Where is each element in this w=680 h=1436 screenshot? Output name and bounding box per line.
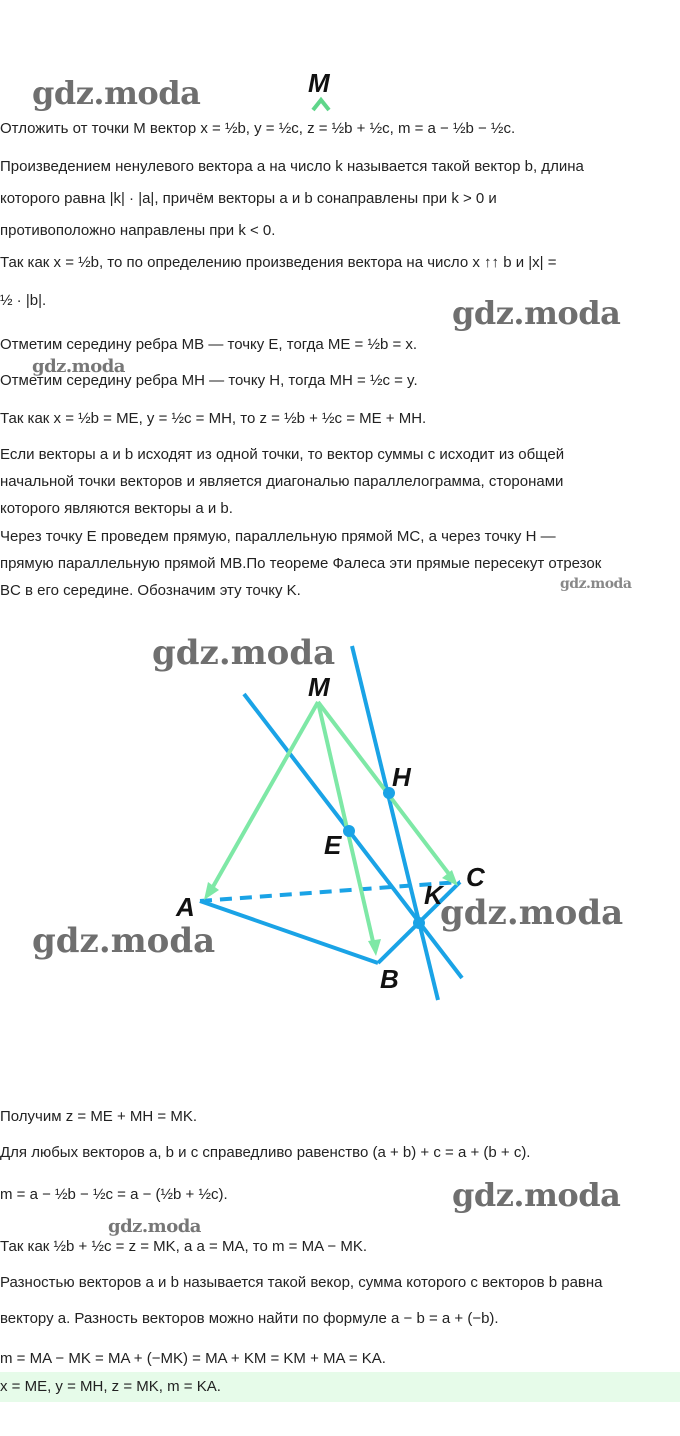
text-line-2: Произведением ненулевого вектора a на число k называется такой вектор b, длина bbox=[0, 158, 584, 175]
geometry-figure bbox=[0, 620, 680, 1040]
text-line-17: Для любых векторов a, b и c справедливо равенство (a + b) + c = a + (b + c). bbox=[0, 1144, 531, 1161]
label-m: M bbox=[308, 672, 330, 702]
arrow-up-icon bbox=[313, 100, 329, 110]
text-line-1: Отложить от точки M вектор x = ½b, y = ½c, z = ½b + ½c, m = a − ½b − ½c. bbox=[0, 120, 516, 137]
text-line-14: прямую параллельную прямой MB.По теореме Фалеса эти прямые пересекут отрезок bbox=[0, 555, 602, 572]
watermark: gdz.moda bbox=[108, 1216, 201, 1237]
text-line-15: BC в его середине. Обозначим эту точку K. bbox=[0, 582, 301, 599]
watermark: gdz.moda bbox=[152, 633, 336, 673]
point-e bbox=[343, 825, 355, 837]
text-line-21: вектору a. Разность векторов можно найти по формуле a − b = a + (−b). bbox=[0, 1310, 499, 1327]
text-line-3: которого равна |k| · |a|, причём векторы a и b сонаправлены при k > 0 и bbox=[0, 190, 497, 207]
segment-ab bbox=[200, 901, 378, 963]
text-line-5: Так как x = ½b, то по определению произведения вектора на число x ↑↑ b и |x| = bbox=[0, 254, 557, 271]
watermark: gdz.moda bbox=[560, 576, 632, 592]
text-line-7: Отметим середину ребра MB — точку E, тогда ME = ½b = x. bbox=[0, 336, 418, 353]
text-line-19: Так как ½b + ½c = z = MK, а a = MA, то m = MA − MK. bbox=[0, 1238, 368, 1255]
text-line-13: Через точку E проведем прямую, параллельную прямой MC, а через точку H — bbox=[0, 528, 556, 545]
label-h: H bbox=[392, 762, 411, 792]
arrow-head-icon bbox=[204, 882, 219, 900]
point-k bbox=[413, 917, 425, 929]
text-line-16: Получим z = ME + MH = MK. bbox=[0, 1108, 197, 1125]
line-through-e bbox=[244, 694, 462, 978]
text-line-6: ½ · |b|. bbox=[0, 292, 47, 309]
header-point-label: M bbox=[308, 68, 330, 98]
text-line-12: которого являются векторы a и b. bbox=[0, 500, 233, 517]
vector-ma bbox=[210, 702, 318, 892]
text-line-22: m = MA − MK = MA + (−MK) = MA + KM = KM + MA = KA. bbox=[0, 1350, 386, 1367]
watermark: gdz.moda bbox=[440, 893, 624, 933]
watermark: gdz.moda bbox=[32, 921, 216, 961]
watermark: gdz.moda bbox=[32, 356, 125, 377]
text-line-9: Так как x = ½b = ME, y = ½c = MH, то z = ½b + ½c = ME + MH. bbox=[0, 410, 427, 427]
text-line-10: Если векторы a и b исходят из одной точки, то вектор суммы c исходит из общей bbox=[0, 446, 565, 463]
arrow-head-icon bbox=[368, 939, 381, 956]
label-a: A bbox=[176, 892, 195, 922]
text-line-18: m = a − ½b − ½c = a − (½b + ½c). bbox=[0, 1186, 228, 1203]
header-point-figure bbox=[300, 66, 350, 114]
label-b: B bbox=[380, 964, 399, 994]
watermark: gdz.moda bbox=[452, 294, 621, 332]
segment-ac-dashed bbox=[200, 882, 460, 901]
text-line-20: Разностью векторов a и b называется такой векор, сумма которого с векторов b равна bbox=[0, 1274, 603, 1291]
label-e: E bbox=[324, 830, 342, 860]
text-line-11: начальной точки векторов и является диагональю параллелограмма, сторонами bbox=[0, 473, 564, 490]
label-c: C bbox=[466, 862, 485, 892]
watermark: gdz.moda bbox=[32, 74, 201, 112]
watermark: gdz.moda bbox=[452, 1176, 621, 1214]
label-k: K bbox=[424, 880, 443, 910]
answer-line: x = ME, y = MH, z = MK, m = KA. bbox=[0, 1378, 221, 1395]
text-line-8: Отметим середину ребра MH — точку H, тогда MH = ½c = y. bbox=[0, 372, 418, 389]
text-line-4: противоположно направлены при k < 0. bbox=[0, 222, 276, 239]
